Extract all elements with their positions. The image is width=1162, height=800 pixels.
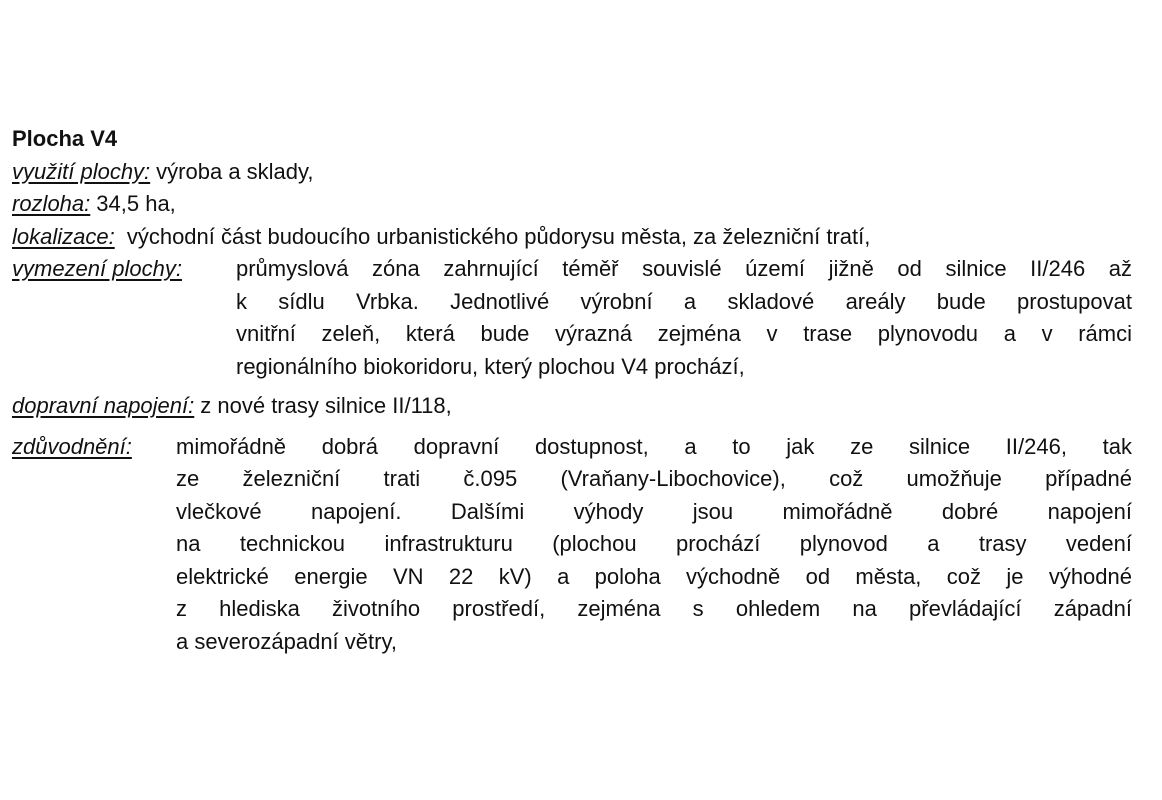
- text-line: vlečkové napojení. Dalšími výhody jsou mimořádně dobré napojení: [176, 498, 1132, 524]
- text-line: mimořádně dobrá dopravní dostupnost, a to jak ze silnice II/246, tak: [176, 433, 1132, 459]
- section-heading: Plocha V4: [12, 126, 118, 151]
- field-vyuziti-plochy: [12, 156, 1132, 189]
- text-line: průmyslová zóna zahrnující téměř souvislé území jižně od silnice II/246 až: [236, 256, 1132, 281]
- field-label: využití plochy:: [12, 158, 151, 184]
- field-label: zdůvodnění:: [12, 433, 132, 459]
- text-line: elektrické energie VN 22 kV) a poloha východně od města, což je výhodné: [176, 563, 1132, 589]
- text-line: z hlediska životního prostředí, zejména s ohledem na převládající západní: [176, 596, 1132, 621]
- field-label: dopravní napojení:: [12, 393, 195, 418]
- field-value: z nové trasy silnice II/118,: [200, 393, 452, 418]
- text-line: vnitřní zeleň, která bude výrazná zejména v trase plynovodu a v rámci: [236, 321, 1132, 346]
- text-line: a severozápadní větry,: [176, 628, 397, 654]
- field-label: rozloha:: [12, 191, 91, 216]
- field-zduvodneni: [12, 431, 1132, 659]
- field-rozloha: [12, 188, 1132, 221]
- text-line: k sídlu Vrbka. Jednotlivé výrobní a skladové areály bude prostupovat: [236, 288, 1132, 314]
- field-value: výroba a sklady,: [156, 158, 314, 184]
- field-value: [169, 431, 1132, 659]
- field-dopravni-napojeni: [12, 390, 1132, 423]
- text-line: na technickou infrastrukturu (plochou prochází plynovod a trasy vedení: [176, 531, 1132, 556]
- field-label: lokalizace:: [12, 223, 115, 249]
- field-vymezeni-plochy: [12, 253, 1132, 383]
- field-lokalizace: [12, 221, 1132, 254]
- field-label: vymezení plochy:: [12, 256, 182, 281]
- field-value: 34,5 ha,: [96, 191, 176, 216]
- field-value: východní část budoucího urbanistického půdorysu města, za železniční tratí,: [120, 223, 871, 249]
- field-value: [231, 253, 1132, 383]
- text-line: regionálního biokoridoru, který plochou V4 prochází,: [236, 353, 745, 379]
- document-page: [12, 123, 1132, 658]
- text-line: ze železniční trati č.095 (Vraňany-Libochovice), což umožňuje případné: [176, 466, 1132, 491]
